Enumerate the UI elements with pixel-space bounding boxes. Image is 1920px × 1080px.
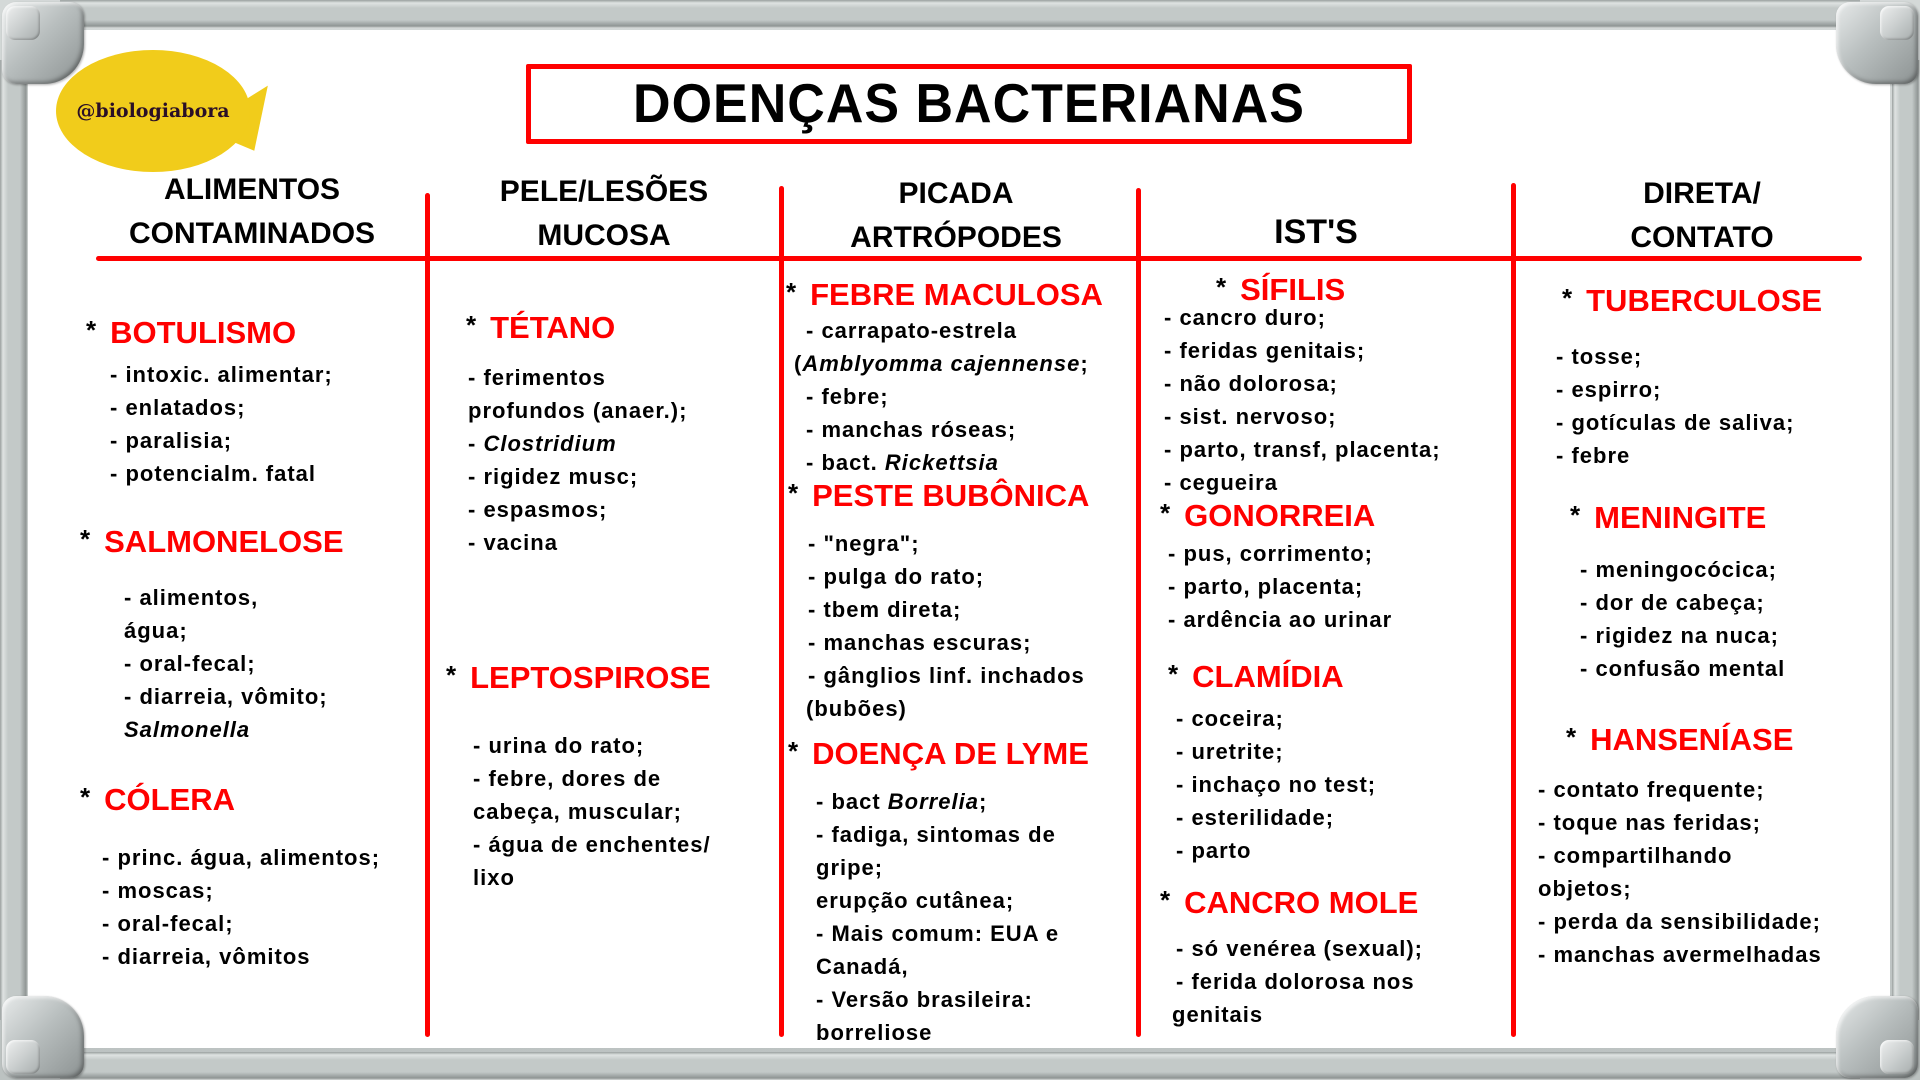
asterisk-icon: * (1168, 659, 1179, 689)
list-item: - ferida dolorosa nos (1176, 969, 1415, 994)
disease-name: DOENÇA DE LYME (812, 736, 1089, 771)
disease-colera (80, 778, 380, 973)
disease-leptospirose (446, 656, 711, 894)
list-item: genitais (1172, 1002, 1264, 1027)
frame-rail-top (60, 0, 1860, 28)
list-item: - toque nas feridas; (1538, 810, 1761, 835)
disease-name: FEBRE MACULOSA (810, 277, 1103, 312)
list-item: - paralisia; (110, 428, 233, 453)
column-divider (779, 186, 784, 1037)
disease-name: PESTE BUBÔNICA (812, 478, 1090, 513)
disease-name: SÍFILIS (1240, 272, 1346, 307)
column-header-line: CONTATO (1630, 221, 1774, 254)
list-item: - dor de cabeça; (1580, 590, 1765, 615)
disease-febre-maculosa (786, 273, 1103, 479)
frame-rail-bottom (60, 1052, 1860, 1080)
header-divider (96, 256, 1862, 261)
symptom-list (1556, 340, 1822, 472)
column-divider (1136, 188, 1141, 1037)
symptom-list (1176, 702, 1376, 867)
list-item: lixo (473, 865, 515, 890)
symptom-list (816, 785, 1089, 1049)
list-item: - não dolorosa; (1164, 371, 1338, 396)
disease-title (788, 732, 1089, 773)
list-item: - cancro duro; (1164, 305, 1326, 330)
disease-name: SALMONELOSE (104, 524, 344, 559)
list-item: - vacina (468, 530, 558, 555)
asterisk-icon: * (788, 736, 799, 766)
list-item: - Versão brasileira: (816, 987, 1033, 1012)
list-item: gripe; (816, 855, 884, 880)
list-item: - diarreia, vômito; (124, 684, 328, 709)
column-header-picada (800, 172, 1112, 260)
disease-name: BOTULISMO (110, 315, 297, 350)
asterisk-icon: * (446, 660, 457, 690)
list-item: - esterilidade; (1176, 805, 1335, 830)
list-item: - cegueira (1164, 470, 1278, 495)
column-header-line: IST'S (1274, 213, 1358, 251)
list-item: - uretrite; (1176, 739, 1284, 764)
disease-lyme (788, 732, 1089, 1049)
asterisk-icon: * (466, 310, 477, 340)
symptom-list (468, 361, 687, 559)
disease-title (80, 520, 344, 561)
list-item: - água de enchentes/ (473, 832, 711, 857)
list-item-italic: - bact. Rickettsia (806, 450, 999, 475)
list-item: - parto (1176, 838, 1252, 863)
column-divider (425, 193, 430, 1037)
symptom-list (1538, 773, 1822, 971)
bacteria-name: Rickettsia (884, 450, 999, 475)
list-item: - espirro; (1556, 377, 1662, 402)
list-item: - diarreia, vômitos (102, 944, 311, 969)
disease-meningite (1570, 496, 1785, 685)
disease-name: TUBERCULOSE (1586, 283, 1823, 318)
disease-name: CANCRO MOLE (1184, 885, 1419, 920)
list-item: - fadiga, sintomas de (816, 822, 1056, 847)
list-item: - meningocócica; (1580, 557, 1777, 582)
frame-corner-bottom-left (2, 996, 84, 1078)
disease-salmonelose (80, 520, 344, 746)
asterisk-icon: * (86, 315, 97, 345)
symptom-list (1580, 553, 1785, 685)
list-item: - confusão mental (1580, 656, 1786, 681)
list-item: - manchas escuras; (808, 630, 1032, 655)
list-item: - febre, dores de (473, 766, 662, 791)
disease-tetano (466, 306, 687, 559)
disease-name: CLAMÍDIA (1192, 659, 1344, 694)
frame-rail-right (1892, 60, 1920, 1020)
bacteria-name: Salmonella (124, 717, 251, 742)
list-item-italic (124, 713, 344, 746)
asterisk-icon: * (1570, 500, 1581, 530)
symptom-list (1164, 301, 1441, 499)
list-item: - urina do rato; (473, 733, 645, 758)
list-item: - rigidez musc; (468, 464, 639, 489)
list-item: - coceira; (1176, 706, 1284, 731)
disease-name: TÉTANO (490, 310, 616, 345)
asterisk-icon: * (786, 277, 797, 307)
disease-peste-bubonica (788, 474, 1089, 725)
disease-clamidia (1168, 655, 1376, 867)
disease-name: CÓLERA (104, 782, 236, 817)
disease-sifilis (1164, 268, 1441, 499)
list-item: - perda da sensibilidade; (1538, 909, 1821, 934)
disease-hanseniase (1538, 718, 1822, 971)
disease-title (466, 306, 687, 347)
disease-title (1566, 718, 1822, 759)
list-item: - contato frequente; (1538, 777, 1765, 802)
column-header-line: PELE/LESÕES (499, 175, 709, 208)
frame-corner-bottom-right (1836, 996, 1918, 1078)
title-box (526, 64, 1412, 144)
list-item: - compartilhando (1538, 843, 1733, 868)
disease-title (786, 273, 1103, 314)
list-item: - intoxic. alimentar; (110, 362, 333, 387)
asterisk-icon: * (80, 782, 91, 812)
asterisk-icon: * (1566, 722, 1577, 752)
symptom-list (473, 729, 711, 894)
symptom-list (102, 841, 380, 973)
list-item: água; (124, 618, 188, 643)
asterisk-icon: * (1160, 885, 1171, 915)
list-item: - oral-fecal; (124, 651, 256, 676)
frame-rail-left (0, 60, 28, 1020)
bacteria-name: Clostridium (483, 431, 617, 456)
column-header-alimentos (96, 168, 408, 256)
symptom-list (1168, 537, 1392, 636)
list-item: - oral-fecal; (102, 911, 234, 936)
list-item: - feridas genitais; (1164, 338, 1366, 363)
list-item: - ferimentos (468, 365, 606, 390)
disease-name: GONORREIA (1184, 498, 1376, 533)
list-item: - "negra"; (808, 531, 920, 556)
list-item: - gânglios linf. inchados (808, 663, 1085, 688)
disease-title (86, 311, 333, 352)
list-item: - só venérea (sexual); (1176, 936, 1423, 961)
list-item: - manchas avermelhadas (1538, 942, 1822, 967)
disease-name: MENINGITE (1594, 500, 1767, 535)
column-header-direta (1546, 172, 1858, 260)
social-handle: @biologiabora (76, 100, 230, 122)
page-title: DOENÇAS BACTERIANAS (633, 73, 1305, 135)
disease-gonorreia (1160, 494, 1392, 636)
disease-title (1160, 881, 1423, 922)
disease-name: HANSENÍASE (1590, 722, 1794, 757)
list-item: profundos (anaer.); (468, 398, 688, 423)
list-item: - enlatados; (110, 395, 246, 420)
list-item: - inchaço no test; (1176, 772, 1377, 797)
list-item-italic: (Amblyomma cajennense; (794, 351, 1089, 376)
disease-botulismo (86, 311, 333, 490)
bacteria-name: Amblyomma cajennense (802, 351, 1081, 376)
list-item: - gotículas de saliva; (1556, 410, 1795, 435)
list-item: - tbem direta; (808, 597, 962, 622)
column-header-line: PICADA (898, 177, 1014, 210)
disease-title (788, 474, 1089, 515)
list-item: - pus, corrimento; (1168, 541, 1374, 566)
disease-title (80, 778, 380, 819)
list-item: - moscas; (102, 878, 214, 903)
list-item: - febre (1556, 443, 1631, 468)
asterisk-icon: * (788, 478, 799, 508)
list-item: - espasmos; (468, 497, 608, 522)
speech-bubble-body (56, 50, 250, 172)
disease-title (1168, 655, 1376, 696)
list-item-italic: - Clostridium (468, 431, 617, 456)
disease-name: LEPTOSPIROSE (470, 660, 711, 695)
column-header-pele (448, 170, 760, 258)
disease-title (1570, 496, 1785, 537)
list-item: cabeça, muscular; (473, 799, 682, 824)
list-item: - parto, transf, placenta; (1164, 437, 1441, 462)
list-item: borreliose (816, 1020, 933, 1045)
list-item: - rigidez na nuca; (1580, 623, 1779, 648)
list-item: (bubões) (806, 696, 907, 721)
disease-title (446, 656, 711, 697)
column-header-line: DIRETA/ (1643, 177, 1761, 210)
list-item: - ardência ao urinar (1168, 607, 1393, 632)
list-item: - sist. nervoso; (1164, 404, 1337, 429)
list-item: - potencialm. fatal (110, 461, 317, 486)
symptom-list (1172, 932, 1423, 1031)
symptom-list (794, 314, 1103, 479)
list-item: - carrapato-estrela (806, 318, 1017, 343)
disease-cancro-mole (1160, 881, 1423, 1031)
list-item: - princ. água, alimentos; (102, 845, 381, 870)
symptom-list (110, 358, 333, 490)
bacteria-name: Borrelia (887, 789, 979, 814)
column-header-ists (1160, 210, 1472, 254)
symptom-list (124, 581, 344, 746)
list-item: - Mais comum: EUA e (816, 921, 1060, 946)
column-divider (1511, 183, 1516, 1037)
symptom-list (808, 527, 1089, 725)
asterisk-icon: * (80, 524, 91, 554)
disease-tuberculose (1556, 279, 1823, 472)
frame-corner-top-right (1836, 2, 1918, 84)
disease-title (1160, 494, 1392, 535)
asterisk-icon: * (1160, 498, 1171, 528)
list-item: - parto, placenta; (1168, 574, 1364, 599)
column-header-line: MUCOSA (537, 219, 671, 252)
list-item: Canadá, (816, 954, 909, 979)
asterisk-icon: * (1216, 272, 1227, 302)
disease-title (1562, 279, 1822, 320)
column-header-line: ALIMENTOS (163, 173, 341, 206)
column-header-line: ARTRÓPODES (850, 221, 1062, 254)
list-item: - pulga do rato; (808, 564, 985, 589)
list-item: - febre; (806, 384, 889, 409)
list-item: - alimentos, (124, 585, 259, 610)
list-item: - manchas róseas; (806, 417, 1017, 442)
list-item: objetos; (1538, 876, 1632, 901)
column-header-line: CONTAMINADOS (128, 217, 376, 250)
list-item: erupção cutânea; (816, 888, 1015, 913)
asterisk-icon: * (1562, 283, 1573, 313)
list-item-italic: - bact Borrelia; (816, 789, 988, 814)
list-item: - tosse; (1556, 344, 1643, 369)
